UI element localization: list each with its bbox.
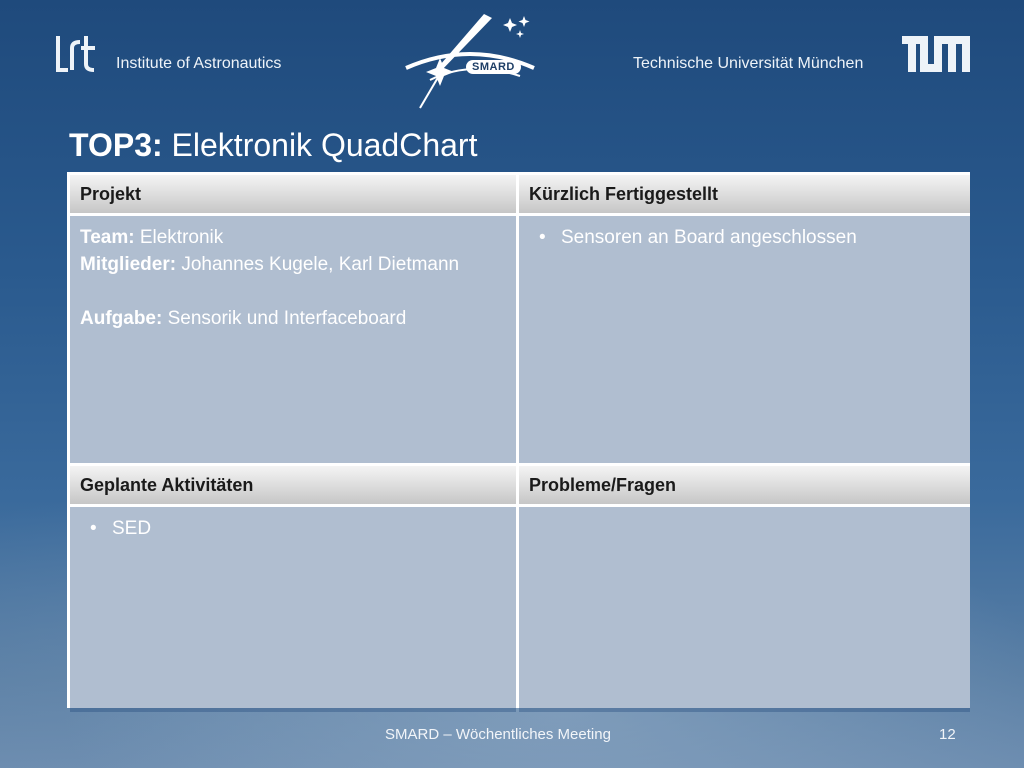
planned-item: • SED [80, 515, 506, 542]
mitglieder-value: Johannes Kugele, Karl Dietmann [176, 254, 460, 275]
lrt-logo [54, 34, 96, 72]
team-label: Team: [80, 227, 135, 248]
mitglieder-line [80, 251, 506, 278]
tum-logo [902, 36, 970, 72]
slide-title-rest: Elektronik QuadChart [162, 127, 478, 163]
university-name: Technische Universität München [633, 55, 864, 72]
aufgabe-line [80, 305, 506, 332]
mitglieder-label: Mitglieder: [80, 254, 177, 275]
slide-title-bold: TOP3: [69, 127, 163, 163]
page-number: 12 [939, 726, 956, 743]
aufgabe-label: Aufgabe: [80, 308, 163, 329]
aufgabe-value: Sensorik und Interfaceboard [162, 308, 407, 329]
issues-heading: Probleme/Fragen [519, 466, 970, 504]
projekt-body [70, 216, 516, 463]
recent-heading: Kürzlich Fertiggestellt [519, 175, 970, 213]
smard-label: SMARD [466, 60, 521, 74]
slide-title [69, 127, 477, 164]
team-line [80, 224, 506, 251]
planned-heading: Geplante Aktivitäten [70, 466, 516, 504]
team-value: Elektronik [134, 227, 224, 248]
recent-body [519, 216, 970, 463]
projekt-heading: Projekt [70, 175, 516, 213]
planned-body [70, 507, 516, 712]
issues-body [519, 507, 970, 712]
quad-chart [67, 172, 970, 708]
institute-name: Institute of Astronautics [116, 55, 282, 72]
footer-text: SMARD – Wöchentliches Meeting [385, 726, 611, 743]
recent-item: • Sensoren an Board angeschlossen [529, 224, 960, 251]
